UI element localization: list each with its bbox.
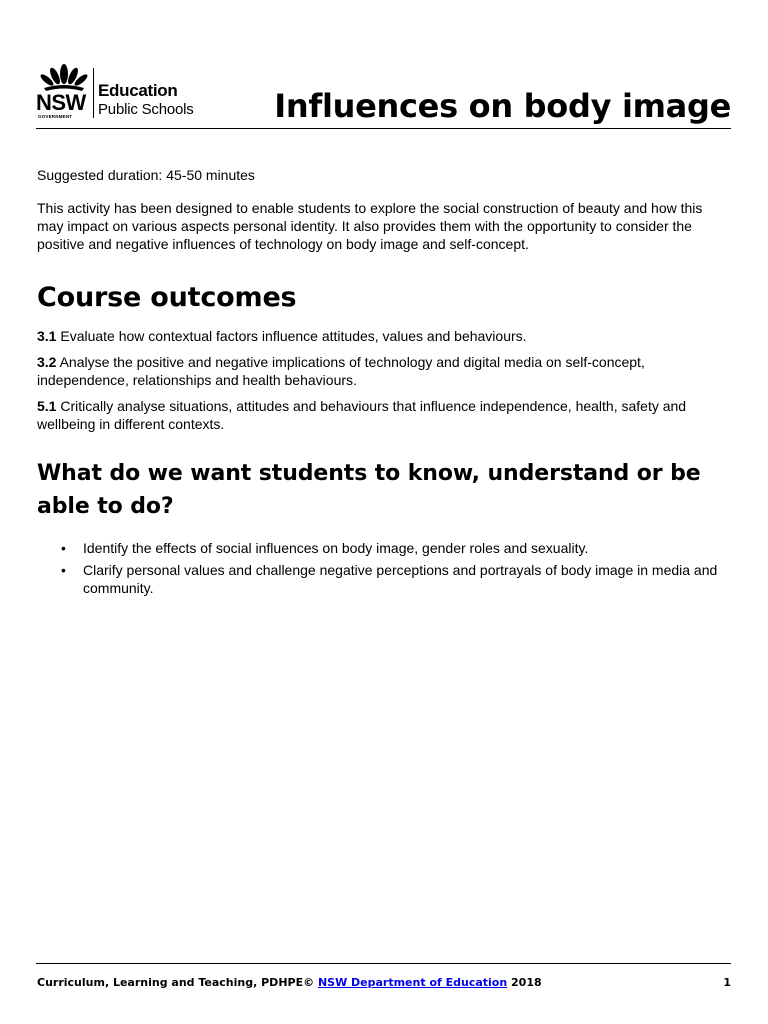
list-item	[37, 539, 731, 557]
page-footer	[37, 976, 731, 990]
outcome-text: Evaluate how contextual factors influence attitudes, values and behaviours.	[56, 328, 527, 344]
logo-nsw-text: NSW	[36, 90, 86, 115]
department-link[interactable]: NSW Department of Education	[317, 976, 508, 989]
footer-divider	[36, 963, 731, 964]
list-item-text: Clarify personal values and challenge negative perceptions and portrayals of body image in media and community.	[83, 562, 718, 596]
activity-description: This activity has been designed to enable students to explore the social construction of beauty and how this may impact on various aspects personal identity. It also provides them with the opportunity to consider the positive and negative influences of technology on body image and self-concept.	[37, 200, 703, 252]
outcome-item	[37, 353, 731, 389]
bullet-icon: •	[61, 562, 66, 578]
bullet-icon: •	[61, 540, 66, 556]
course-outcomes-heading: Course outcomes	[37, 282, 297, 313]
logo-government-text: GOVERNMENT	[38, 114, 73, 119]
outcome-item	[37, 397, 731, 433]
outcome-code: 3.1	[37, 328, 57, 344]
page-header	[36, 62, 731, 128]
document-title: Influences on body image	[274, 87, 731, 125]
outcome-code: 5.1	[37, 398, 57, 414]
logo-public-schools-text: Public Schools	[98, 101, 194, 118]
list-item-text: Identify the effects of social influences on body image, gender roles and sexuality.	[83, 540, 589, 556]
list-item	[37, 561, 731, 597]
header-divider	[36, 128, 731, 129]
learning-goals-list	[37, 539, 731, 597]
page-number: 1	[723, 976, 731, 989]
footer-year: 2018	[507, 976, 542, 989]
learning-goals-heading: What do we want students to know, understand or be able to do?	[37, 461, 701, 519]
outcome-text: Analyse the positive and negative implications of technology and digital media on self-concept, independence, relationships and health behaviours.	[37, 354, 645, 388]
outcome-text: Critically analyse situations, attitudes and behaviours that influence independence, health, safety and wellbeing in different contexts.	[37, 398, 687, 432]
logo-education-text: Education	[98, 81, 178, 100]
logo-divider	[93, 68, 94, 118]
outcome-item	[37, 327, 731, 345]
outcome-code: 3.2	[37, 354, 57, 370]
suggested-duration: Suggested duration: 45-50 minutes	[37, 167, 255, 183]
footer-credit: Curriculum, Learning and Teaching, PDHPE©	[37, 976, 318, 989]
nsw-education-logo	[36, 62, 216, 122]
document-body	[37, 166, 731, 601]
